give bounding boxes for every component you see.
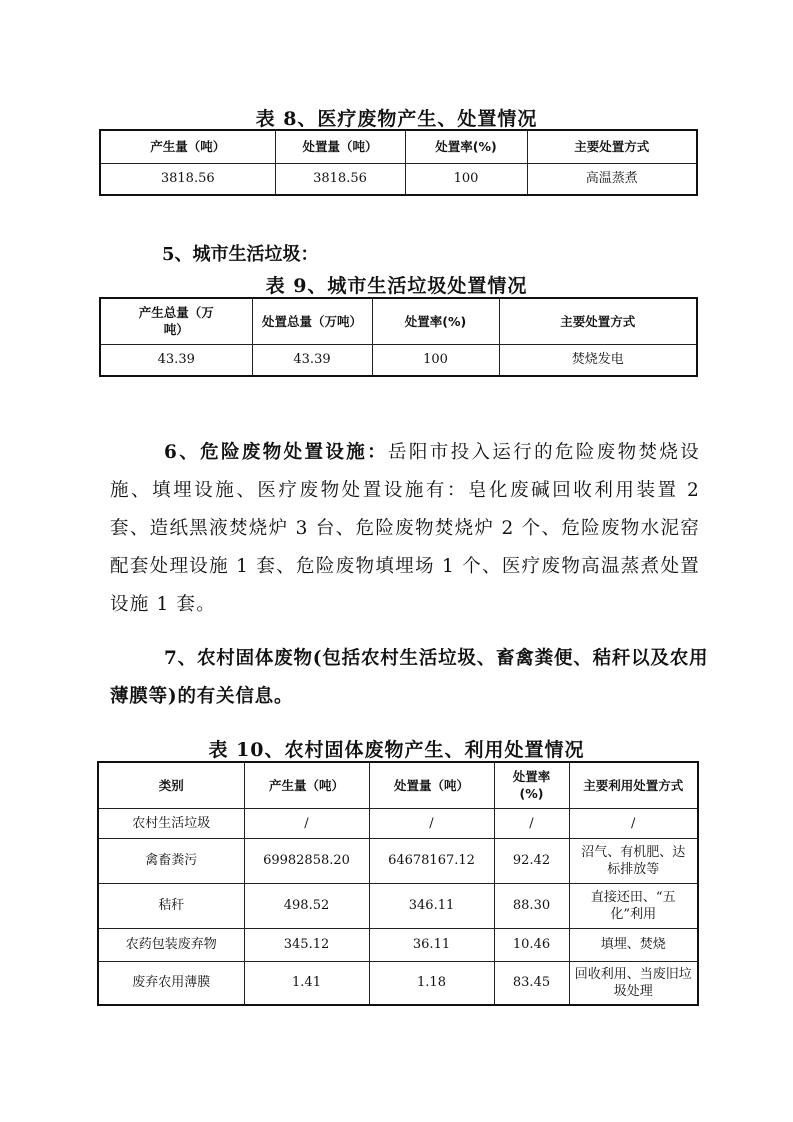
table9-cell: 100 (372, 344, 499, 376)
table8-header-cell: 处置率(%) (405, 130, 527, 163)
table8-header-cell: 主要处置方式 (527, 130, 697, 163)
table10-cell: / (244, 808, 369, 838)
table9-header-row (100, 298, 697, 344)
table8-cell: 3818.56 (275, 163, 405, 195)
table-row (98, 961, 698, 1005)
table10-cell: 1.18 (369, 961, 494, 1005)
table10-header-cell: 处置率(%) (494, 762, 569, 808)
table10-cell: 83.45 (494, 961, 569, 1005)
table10-cell: 废弃农用薄膜 (98, 961, 244, 1005)
table-row (98, 808, 698, 838)
table10-cell: 回收利用、当废旧垃圾处理 (569, 961, 698, 1005)
table10-cell: / (569, 808, 698, 838)
table8-header-row (100, 130, 697, 163)
table9-cell: 焚烧发电 (499, 344, 697, 376)
section5-heading: 5、城市生活垃圾： (162, 244, 319, 265)
table-row (98, 883, 698, 928)
table10-cell: 64678167.12 (369, 838, 494, 883)
table10-cell: / (494, 808, 569, 838)
table-row (98, 928, 698, 961)
table8-title: 表 8、医疗废物产生、处置情况 (255, 108, 538, 130)
table-row (98, 838, 698, 883)
table8-cell: 3818.56 (100, 163, 275, 195)
table10-cell: 农村生活垃圾 (98, 808, 244, 838)
table10-title: 表 10、农村固体废物产生、利用处置情况 (208, 739, 585, 761)
table10-cell: 92.42 (494, 838, 569, 883)
table10-cell: 秸秆 (98, 883, 244, 928)
table10-cell: 填埋、焚烧 (569, 928, 698, 961)
table9-header-cell: 产生总量（万吨） (100, 298, 252, 344)
table10-cell: 36.11 (369, 928, 494, 961)
table9-cell: 43.39 (252, 344, 372, 376)
table9-header-cell: 处置总量（万吨） (252, 298, 372, 344)
table10-cell: 直接还田、“五化”利用 (569, 883, 698, 928)
table10-header-cell: 处置量（吨） (369, 762, 494, 808)
section6-body: 岳阳市投入运行的危险废物焚烧设施、填埋设施、医疗废物处置设施有：皂化废碱回收利用装置 2 套、造纸黑液焚烧炉 3 台、危险废物焚烧炉 2 个、危险废物水泥窑配套处理设施 1 套、危险废物填埋场 1 个、医疗废物高温蒸煮处置设施 1 套。 (110, 442, 700, 615)
table8-cell: 100 (405, 163, 527, 195)
table10 (97, 761, 699, 1006)
table10-cell: 1.41 (244, 961, 369, 1005)
table10-cell: 88.30 (494, 883, 569, 928)
table10-cell: 498.52 (244, 883, 369, 928)
table10-cell: 禽畜粪污 (98, 838, 244, 883)
table10-cell: 346.11 (369, 883, 494, 928)
section6-lead: 6、危险废物处置设施： (164, 442, 389, 463)
table10-header-cell: 类别 (98, 762, 244, 808)
table8-header-cell: 产生量（吨） (100, 130, 275, 163)
table8-cell: 高温蒸煮 (527, 163, 697, 195)
table10-cell: 10.46 (494, 928, 569, 961)
table10-cell: / (369, 808, 494, 838)
table10-cell: 农药包装废弃物 (98, 928, 244, 961)
table-row (100, 163, 697, 195)
table8-header-cell: 处置量（吨） (275, 130, 405, 163)
table8 (99, 129, 698, 196)
table9 (99, 297, 698, 377)
table10-header-row (98, 762, 698, 808)
table10-cell: 沼气、有机肥、达标排放等 (569, 838, 698, 883)
table10-cell: 345.12 (244, 928, 369, 961)
table9-title: 表 9、城市生活垃圾处置情况 (265, 275, 528, 297)
table-row (100, 344, 697, 376)
table10-cell: 69982858.20 (244, 838, 369, 883)
table10-header-cell: 主要利用处置方式 (569, 762, 698, 808)
table9-cell: 43.39 (100, 344, 252, 376)
section7-paragraph: 7、农村固体废物(包括农村生活垃圾、畜禽粪便、秸秆以及农用薄膜等)的有关信息。 (110, 648, 709, 707)
section6-paragraph (110, 434, 700, 624)
table10-header-cell: 产生量（吨） (244, 762, 369, 808)
table9-header-cell: 处置率(%) (372, 298, 499, 344)
table9-header-cell: 主要处置方式 (499, 298, 697, 344)
